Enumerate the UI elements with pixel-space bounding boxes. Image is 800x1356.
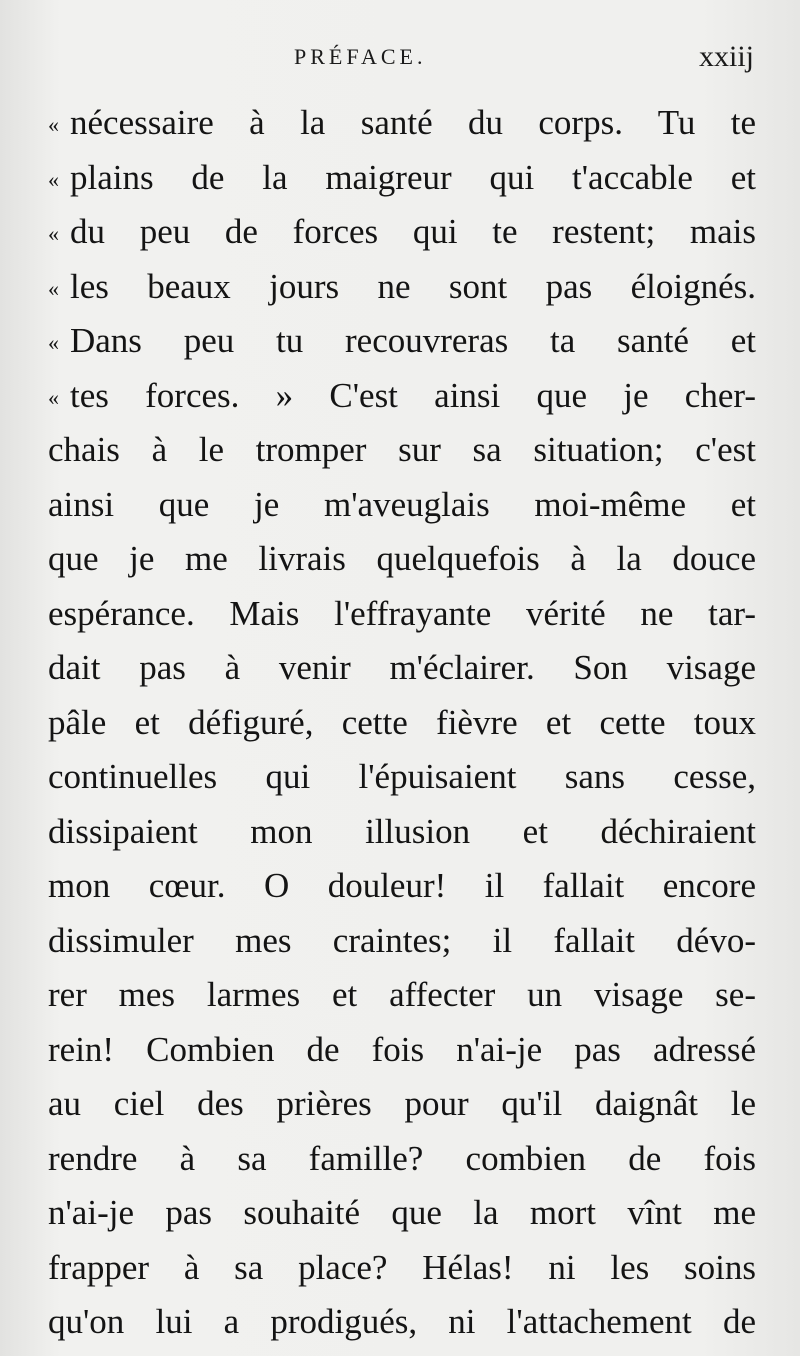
text-line (48, 1295, 756, 1350)
line-text: continuelles qui l'épuisaient sans cesse, (48, 757, 756, 796)
text-line (48, 532, 756, 587)
line-text: que je me livrais quelquefois à la douce (48, 539, 756, 578)
line-text: dissipaient mon illusion et déchiraient (48, 811, 756, 851)
line-text: tes forces. » C'est ainsi que je cher- (70, 375, 756, 415)
text-line (48, 423, 756, 478)
line-text: chais à le tromper sur sa situation; c'est (48, 430, 756, 469)
text-line (48, 859, 756, 914)
text-line (48, 1077, 756, 1132)
text-line (48, 96, 756, 151)
text-line (48, 587, 756, 642)
text-line (48, 696, 756, 751)
quote-mark: « (48, 221, 59, 246)
line-text: n'ai-je pas souhaité que la mort vînt me (48, 1193, 756, 1232)
line-text: au ciel des prières pour qu'il daignât le (48, 1084, 756, 1123)
line-text: dissimuler mes craintes; il fallait dévo- (48, 920, 756, 960)
line-text: nécessaire à la santé du corps. Tu te (70, 103, 756, 142)
line-text: rendre à sa famille? combien de fois (48, 1138, 756, 1178)
text-line (48, 205, 756, 260)
text-line (48, 641, 756, 696)
quote-mark: « (48, 330, 59, 355)
text-line (48, 151, 756, 206)
text-line (48, 1186, 756, 1241)
line-text: rein! Combien de fois n'ai-je pas adressé (48, 1029, 756, 1069)
running-header (48, 40, 758, 84)
text-line (48, 1132, 756, 1187)
line-text: plains de la maigreur qui t'accable et (70, 157, 756, 197)
text-line (48, 968, 756, 1023)
line-text: espérance. Mais l'effrayante vérité ne tar- (48, 593, 756, 633)
line-text: les beaux jours ne sont pas éloignés. (70, 266, 756, 306)
text-line (48, 805, 756, 860)
text-line (48, 750, 756, 805)
text-line (48, 369, 756, 424)
line-text: qu'on lui a prodigués, ni l'attachement de (48, 1302, 756, 1341)
line-text: pâle et défiguré, cette fièvre et cette toux (48, 702, 756, 742)
page-number: xxiij (698, 40, 754, 73)
line-text: dait pas à venir m'éclairer. Son visage (48, 648, 756, 687)
body-text (48, 96, 756, 1350)
line-text: ainsi que je m'aveuglais moi-même et (48, 484, 756, 524)
quote-mark: « (48, 275, 59, 301)
text-line (48, 260, 756, 315)
text-line (48, 478, 756, 533)
text-line (48, 314, 756, 369)
line-text: mon cœur. O douleur! il fallait encore (48, 866, 756, 905)
text-line (48, 1241, 756, 1296)
line-text: Dans peu tu recouvreras ta santé et (70, 321, 756, 360)
text-line (48, 1023, 756, 1078)
line-text: rer mes larmes et affecter un visage se- (48, 975, 756, 1014)
line-text: frapper à sa place? Hélas! ni les soins (48, 1247, 756, 1287)
line-text: du peu de forces qui te restent; mais (70, 212, 756, 251)
running-title: PRÉFACE. (294, 44, 427, 69)
quote-mark: « (48, 166, 59, 192)
quote-mark: « (48, 384, 59, 410)
text-line (48, 914, 756, 969)
quote-mark: « (48, 112, 59, 137)
